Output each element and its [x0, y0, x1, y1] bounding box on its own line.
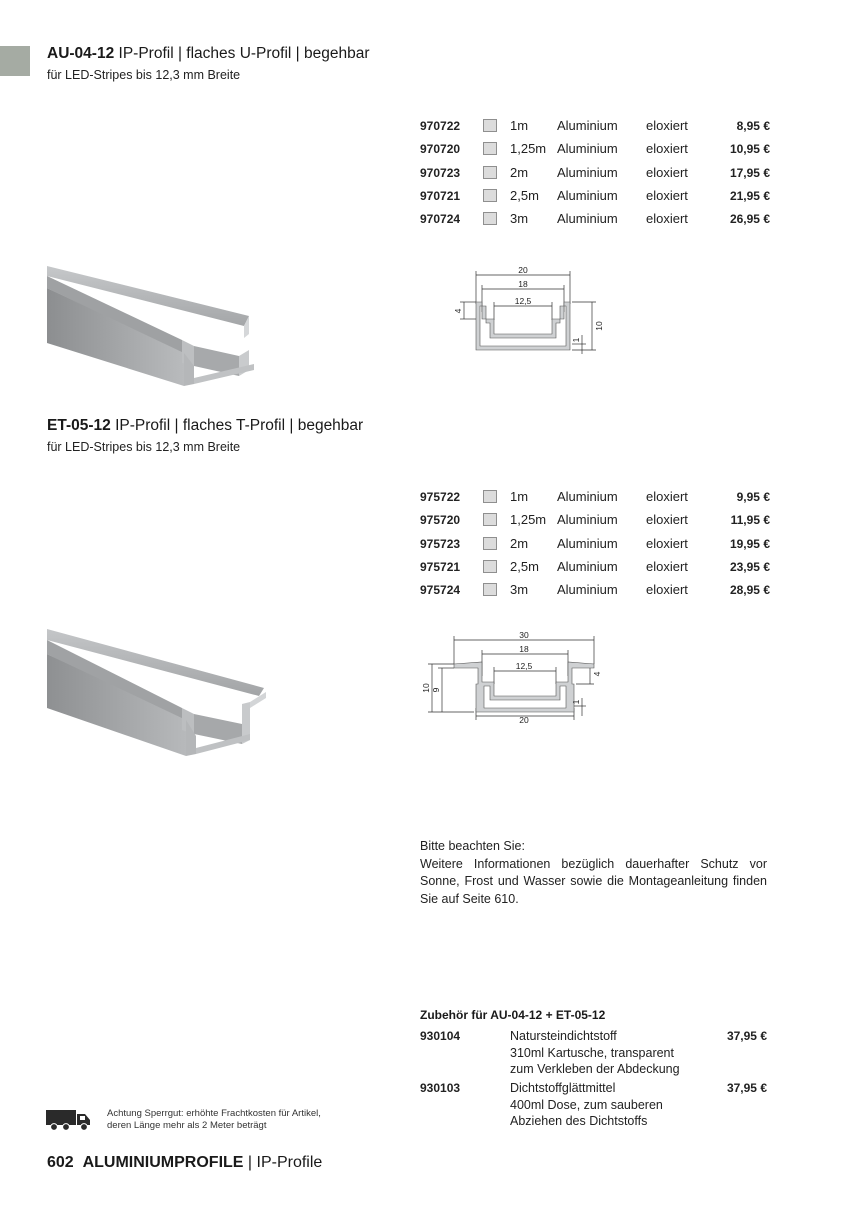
finish: eloxiert: [646, 558, 688, 574]
section-title: [47, 416, 363, 436]
table-row: [420, 187, 770, 210]
table-row: [420, 511, 770, 534]
price: 19,95 €: [729, 536, 770, 551]
finish-swatch: [483, 537, 497, 550]
dim-base: 1: [571, 337, 581, 343]
description-line: Abziehen des Dichtstoffs: [510, 1114, 648, 1128]
finish: eloxiert: [646, 535, 688, 551]
accessory-description: [510, 1080, 710, 1130]
page-footer: 602 ALUMINIUMPROFILE | IP-Profile: [47, 1154, 323, 1171]
article-number: 970723: [420, 165, 461, 180]
dim-height-right: 4: [592, 671, 602, 677]
section-header-et-05-12: [47, 416, 363, 456]
price-table-et-05-12: [420, 488, 770, 604]
dim-height-right: 10: [594, 321, 604, 331]
material: Aluminium: [557, 141, 618, 157]
table-row: [420, 581, 770, 604]
price: 37,95 €: [726, 1029, 767, 1043]
finish-swatch: [483, 119, 497, 132]
finish-swatch: [483, 490, 497, 503]
price: 8,95 €: [736, 119, 770, 133]
note-heading: Bitte beachten Sie:: [420, 839, 525, 853]
article-number: 930104: [420, 1029, 461, 1043]
description-line: 310ml Kartusche, transparent: [510, 1045, 674, 1060]
material: Aluminium: [557, 535, 618, 551]
product-photo-au-04-12: [44, 258, 259, 393]
table-row: [420, 558, 770, 581]
article-number: 970722: [420, 119, 461, 133]
description-line: 400ml Dose, zum sauberen: [510, 1097, 663, 1112]
finish: eloxiert: [646, 164, 688, 180]
dim-width-channel: 12,5: [515, 661, 533, 671]
finish: eloxiert: [646, 141, 688, 157]
dimension-drawing-au-04-12: [450, 262, 610, 358]
price: 11,95 €: [730, 513, 770, 528]
finish: eloxiert: [646, 118, 688, 133]
accessories-block: [420, 1007, 767, 1132]
length: 2m: [510, 535, 529, 551]
dim-height-inner: 9: [431, 687, 441, 693]
dim-width-inner: 18: [518, 279, 528, 289]
table-row: [420, 117, 770, 140]
finish-swatch: [483, 513, 497, 526]
length: 1,25m: [510, 141, 547, 157]
dim-width-outer: 20: [518, 265, 528, 275]
material: Aluminium: [557, 187, 618, 203]
page-number: 602: [47, 1154, 74, 1171]
shipping-note: [107, 1108, 321, 1132]
price-table-au-04-12: [420, 117, 770, 233]
section-title: [47, 44, 370, 64]
material: Aluminium: [557, 558, 618, 574]
table-row: [420, 210, 770, 233]
material: Aluminium: [557, 489, 618, 504]
price: 26,95 €: [729, 212, 770, 227]
list-item: [420, 1080, 767, 1130]
chapter-sub: IP-Profile: [256, 1154, 323, 1171]
finish-swatch: [483, 142, 497, 155]
article-number: 970721: [420, 188, 461, 203]
dim-width-bottom: 20: [519, 715, 529, 725]
shipping-note-line: deren Länge mehr als 2 Meter beträgt: [107, 1120, 267, 1131]
article-number: 970724: [420, 212, 461, 227]
dim-width-inner: 18: [519, 644, 529, 654]
material: Aluminium: [557, 164, 618, 180]
finish-swatch: [483, 189, 497, 202]
material: Aluminium: [557, 118, 618, 133]
chapter-tab-marker: [0, 46, 30, 76]
dim-height-outer: 10: [421, 683, 431, 693]
price: 9,95 €: [736, 490, 770, 504]
finish-swatch: [483, 166, 497, 179]
dimension-drawing-et-05-12: [418, 626, 608, 726]
article-number: 975721: [420, 559, 461, 574]
price: 21,95 €: [729, 188, 770, 203]
length: 1m: [510, 489, 529, 504]
article-number: 975722: [420, 490, 461, 504]
length: 1m: [510, 118, 529, 133]
price: 37,95 €: [726, 1081, 767, 1095]
accessory-description: [510, 1028, 710, 1078]
article-number: 970720: [420, 142, 461, 157]
product-photo-et-05-12: [44, 626, 269, 761]
length: 3m: [510, 582, 529, 598]
finish: eloxiert: [646, 512, 688, 528]
table-row: [420, 140, 770, 163]
shipping-note-line: Achtung Sperrgut: erhöhte Frachtkosten für Artikel,: [107, 1108, 321, 1119]
info-note: [420, 838, 767, 908]
dim-width-outer: 30: [519, 630, 529, 640]
product-code: ET-05-12: [47, 417, 111, 434]
price: 23,95 €: [729, 559, 770, 574]
finish-swatch: [483, 212, 497, 225]
section-header-au-04-12: [47, 44, 370, 84]
finish: eloxiert: [646, 582, 688, 598]
dim-width-channel: 12,5: [514, 296, 532, 306]
length: 2,5m: [510, 558, 539, 574]
truck-icon: [46, 1108, 92, 1132]
chapter-name: ALUMINIUMPROFILE: [82, 1154, 244, 1171]
price: 28,95 €: [729, 583, 770, 598]
product-code: AU-04-12: [47, 45, 115, 62]
material: Aluminium: [557, 211, 618, 227]
description-line: Dichtstoffglättmittel: [510, 1081, 616, 1095]
article-number: 975723: [420, 536, 461, 551]
article-number: 975720: [420, 513, 461, 528]
table-row: [420, 535, 770, 558]
article-number: 975724: [420, 583, 461, 598]
product-title: IP-Profil | flaches U-Profil | begehbar: [118, 45, 370, 62]
length: 1,25m: [510, 512, 547, 528]
accessories-title: Zubehör für AU-04-12 + ET-05-12: [420, 1008, 606, 1022]
price: 17,95 €: [729, 165, 770, 180]
table-row: [420, 164, 770, 187]
finish-swatch: [483, 583, 497, 596]
finish: eloxiert: [646, 187, 688, 203]
note-text: Weitere Informationen bezüglich dauerhafter Schutz vor Sonne, Frost und Wasser sowie die Montageanleitung finden Sie auf Seite 610.: [420, 856, 767, 906]
list-item: [420, 1028, 767, 1078]
dim-base: 1: [571, 699, 581, 705]
material: Aluminium: [557, 582, 618, 598]
length: 2m: [510, 164, 529, 180]
description-line: Natursteindichtstoff: [510, 1029, 617, 1043]
product-subtitle: für LED-Stripes bis 12,3 mm Breite: [47, 440, 241, 454]
price: 10,95 €: [729, 142, 770, 157]
length: 2,5m: [510, 187, 539, 203]
finish: eloxiert: [646, 489, 688, 504]
article-number: 930103: [420, 1081, 461, 1095]
finish-swatch: [483, 560, 497, 573]
finish: eloxiert: [646, 211, 688, 227]
dim-height-left: 4: [453, 308, 463, 314]
description-line: zum Verkleben der Abdeckung: [510, 1062, 680, 1076]
length: 3m: [510, 211, 529, 227]
material: Aluminium: [557, 512, 618, 528]
product-subtitle: für LED-Stripes bis 12,3 mm Breite: [47, 68, 241, 82]
product-title: IP-Profil | flaches T-Profil | begehbar: [115, 417, 364, 434]
table-row: [420, 488, 770, 511]
